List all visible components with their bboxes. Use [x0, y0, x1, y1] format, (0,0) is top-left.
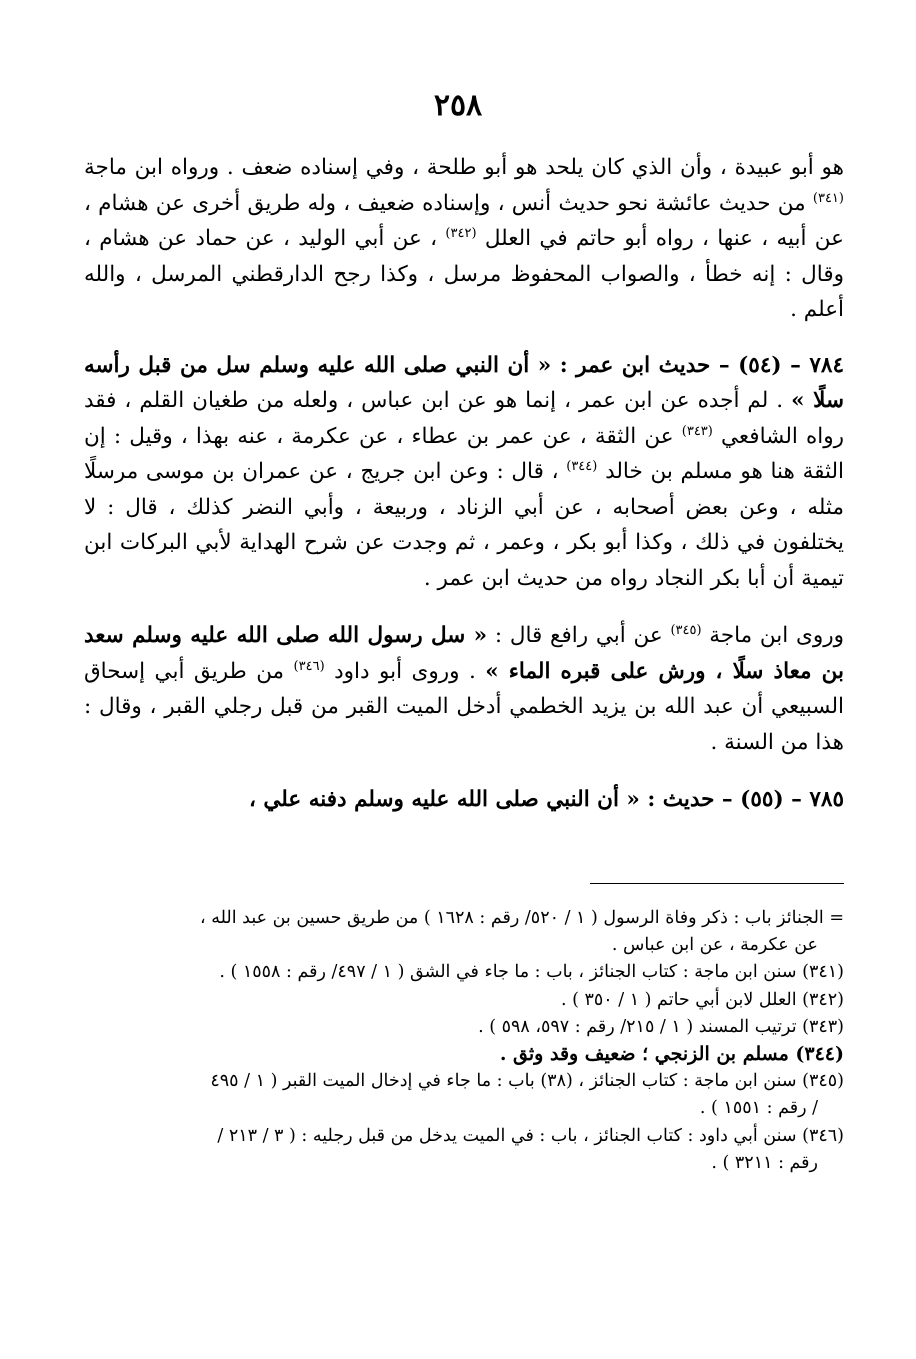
footnotes: [84, 905, 844, 1177]
paragraph-1-text-c: ، عن أبي الوليد ، عن حماد عن هشام ، وقال : إنه خطأ ، والصواب المحفوظ مرسل ، وكذا رجح الدارقطني المرسل ، والله أعلم .: [84, 226, 844, 322]
footnote-text: = الجنائز باب : ذكر وفاة الرسول ( ١ / ٥٢٠/ رقم : ١٦٢٨ ) من طريق حسين بن عبد الله ،: [200, 908, 844, 928]
footnote-divider: [590, 883, 844, 884]
paragraph-2-text-c: ، قال : وعن ابن جريج ، عن عمران بن موسى مرسلًا مثله ، وعن بعض أصحابه ، عن أبي الزناد ، وربيعة ، وأبي النضر كذلك ، قال : لا يختلفون في ذلك ، وكذا أبو بكر ، وعمر ، ثم وجدت عن شرح الهداية لأبي البركات ابن تيمية أن أبا بكر النجاد رواه من حديث ابن عمر .: [84, 459, 844, 591]
paragraph-1-text-a: هو أبو عبيدة ، وأن الذي كان يلحد هو أبو طلحة ، وفي إسناده ضعف . ورواه ابن ماجة: [84, 155, 844, 180]
paragraph-1: [84, 150, 844, 328]
paragraph-3-text-b: عن أبي رافع قال :: [494, 623, 663, 648]
paragraph-3-text-a: وروى ابن ماجة: [709, 623, 844, 648]
footnote-ref-344: (٣٤٤): [566, 458, 598, 474]
footnote-343: (٣٤٣) ترتيب المسند ( ١ / ٢١٥/ رقم : ٥٩٧، ٥٩٨ ) .: [478, 1016, 844, 1037]
hadith-quote: « سل رسول الله صلى الله عليه وسلم سعد بن معاذ سلًا ، ورش على قبره الماء »: [84, 623, 844, 684]
paragraph-2: [84, 348, 844, 597]
footnote-continuation: / رقم : ١٥٥١ ) .: [699, 1098, 818, 1119]
hadith-785-heading: ٧٨٥ – (٥٥) – حديث : « أن النبي صلى الله عليه وسلم دفنه علي ،: [248, 787, 844, 812]
footnote-345: [84, 1068, 844, 1122]
footnote-346: [84, 1123, 844, 1177]
footnote-ref-345: (٣٤٥): [670, 622, 702, 638]
footnote-ref-341: (٣٤١): [812, 190, 844, 206]
page-number: ٢٥٨: [433, 88, 483, 123]
paragraph-2-text-b: عن الثقة ، عن عمر بن عطاء ، عن عكرمة ، عنه بهذا ، وقيل : إن الثقة هنا هو مسلم بن خالد: [84, 423, 844, 484]
paragraph-3-text-c: . وروى أبو داود: [334, 658, 476, 684]
paragraph-2-text-a: . لم أجده عن ابن عمر ، إنما هو عن ابن عباس ، ولعله من طغيان القلم ، فقد رواه الشافعي: [84, 388, 844, 449]
paragraph-3-text-d: من طريق أبي إسحاق السبيعي أن عبد الله بن يزيد الخطمي أدخل الميت القبر من قبل رجلي القبر ، وقال : هذا من السنة .: [84, 658, 844, 755]
footnote-continued: [84, 905, 844, 959]
footnote-342: (٣٤٢) العلل لابن أبي حاتم ( ١ / ٣٥٠ ) .: [560, 989, 844, 1010]
footnote-341: (٣٤١) سنن ابن ماجة : كتاب الجنائز ، باب : ما جاء في الشق ( ١ / ٤٩٧/ رقم : ١٥٥٨ ) .: [219, 962, 844, 983]
footnote-ref-346: (٣٤٦): [293, 658, 325, 674]
main-text: [84, 150, 844, 818]
footnote-continuation: عن عكرمة ، عن ابن عباس .: [611, 935, 818, 956]
footnote-continuation: رقم : ٣٢١١ ) .: [711, 1152, 818, 1173]
footnote-ref-342: (٣٤٢): [445, 225, 477, 241]
footnote-text: (٣٤٦) سنن أبي داود : كتاب الجنائز ، باب : في الميت يدخل من قبل رجليه : ( ٣ / ٢١٣ /: [217, 1125, 844, 1146]
footnote-text: (٣٤٥) سنن ابن ماجة : كتاب الجنائز ، (٣٨) باب : ما جاء في إدخال الميت القبر ( ١ / ٤٩٥: [210, 1071, 844, 1092]
footnote-344: (٣٤٤) مسلم بن الزنجي ؛ ضعيف وقد وثق .: [499, 1043, 844, 1066]
footnote-ref-343: (٣٤٣): [681, 423, 713, 439]
paragraph-1-text-b: من حديث عائشة نحو حديث أنس ، وإسناده ضعيف ، وله طريق أخرى عن هشام ، عن أبيه ، عنها ، رواه أبو حاتم في العلل: [84, 190, 844, 251]
hadith-784-heading: ٧٨٤ – (٥٤) – حديث ابن عمر : « أن النبي صلى الله عليه وسلم سل من قبل رأسه سلًا »: [84, 352, 844, 413]
paragraph-3: [84, 618, 844, 760]
